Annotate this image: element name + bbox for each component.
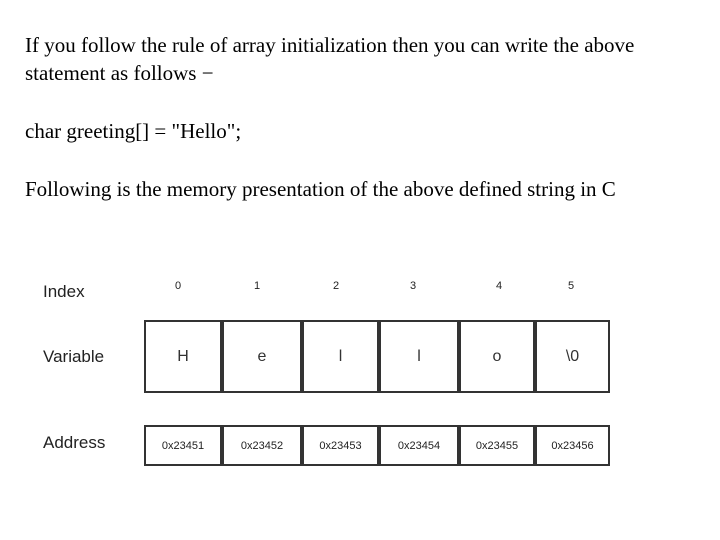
paragraph-memory: Following is the memory presentation of the above defined string in C [25, 177, 616, 201]
index-2: 2 [332, 280, 340, 292]
address-cell-3: 0x23454 [379, 425, 459, 466]
variable-cell-4: o [459, 320, 535, 393]
label-index: Index [43, 282, 85, 301]
variable-cell-0: H [144, 320, 222, 393]
variable-cell-2: l [302, 320, 379, 393]
index-0: 0 [174, 280, 182, 292]
variable-cell-1: e [222, 320, 302, 393]
variable-cell-5: \0 [535, 320, 610, 393]
label-address: Address [43, 433, 106, 452]
index-1: 1 [253, 280, 261, 292]
address-cell-0: 0x23451 [144, 425, 222, 466]
paragraph-intro: If you follow the rule of array initialization then you can write the above statement as follows − [25, 33, 635, 85]
variable-cell-3: l [379, 320, 459, 393]
code-statement: char greeting[] = "Hello"; [25, 119, 242, 143]
address-cell-1: 0x23452 [222, 425, 302, 466]
index-4: 4 [495, 280, 503, 292]
address-cell-5: 0x23456 [535, 425, 610, 466]
address-cell-2: 0x23453 [302, 425, 379, 466]
address-cell-4: 0x23455 [459, 425, 535, 466]
index-3: 3 [409, 280, 417, 292]
index-5: 5 [567, 280, 575, 292]
label-variable: Variable [43, 347, 105, 366]
